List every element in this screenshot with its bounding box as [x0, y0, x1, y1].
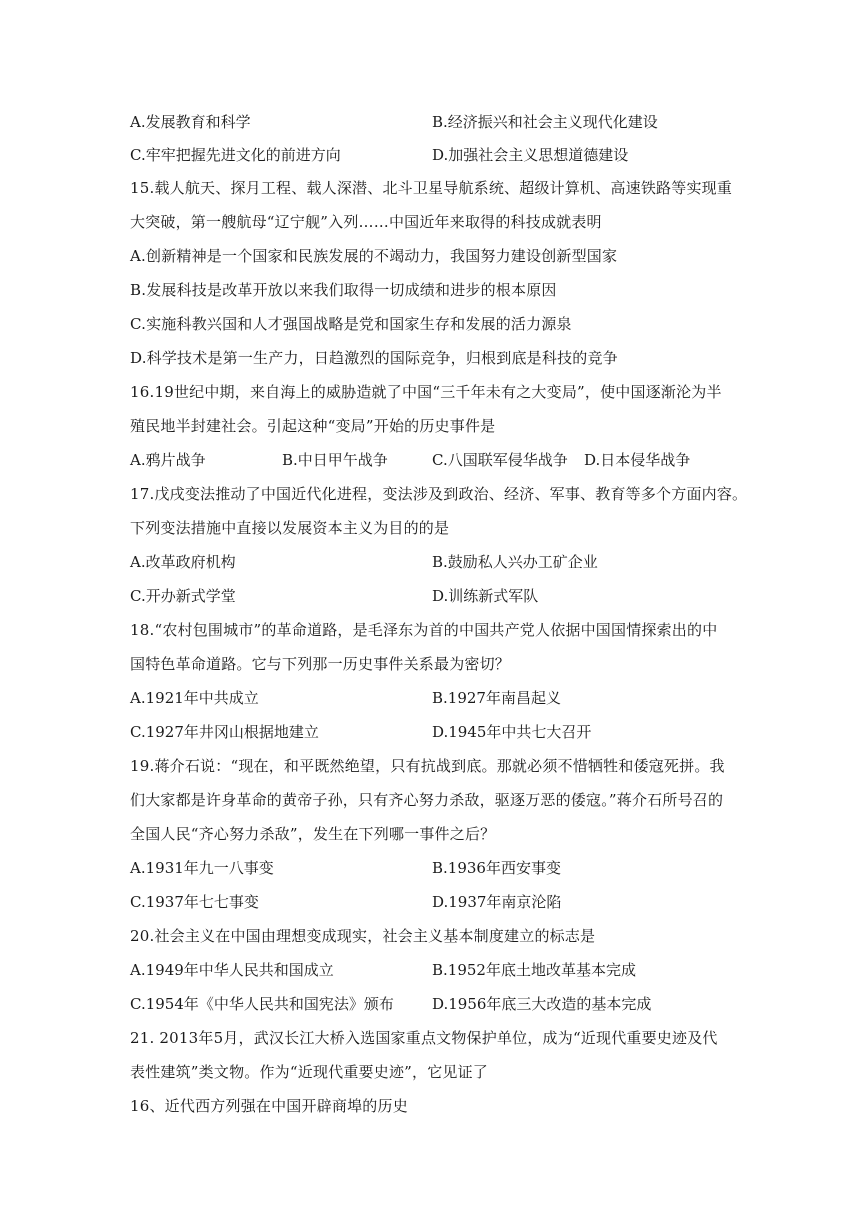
- q16-option-c: C.八国联军侵华战争: [432, 451, 568, 469]
- q16-stem-line-2: 殖民地半封建社会。引起这种“变局”开始的历史事件是: [130, 417, 496, 435]
- q19-option-a: A.1931年九一八事变: [130, 859, 274, 877]
- q15-option-c: C.实施科教兴国和人才强国战略是党和国家生存和发展的活力源泉: [130, 315, 572, 333]
- q15-option-b: B.发展科技是改革开放以来我们取得一切成绩和进步的根本原因: [130, 281, 557, 299]
- q18-stem-line-1: 18.“农村包围城市”的革命道路，是毛泽东为首的中国共产党人依据中国国情探索出的中: [130, 621, 718, 639]
- q17-stem-line-2: 下列变法措施中直接以发展资本主义为目的的是: [130, 519, 450, 537]
- q16-option-b: B.中日甲午战争: [282, 451, 388, 469]
- q14-option-d: D.加强社会主义思想道德建设: [432, 146, 629, 164]
- q21-option-1: 16、近代西方列强在中国开辟商埠的历史: [130, 1097, 408, 1115]
- q15-stem-line-2: 大突破，第一艘航母“辽宁舰”入列……中国近年来取得的科技成就表明: [130, 213, 602, 231]
- q20-option-b: B.1952年底土地改革基本完成: [432, 961, 636, 979]
- q18-option-c: C.1927年井冈山根据地建立: [130, 723, 319, 741]
- q14-option-a: A.发展教育和科学: [130, 113, 251, 131]
- q16-option-d: D.日本侵华战争: [584, 451, 691, 469]
- q19-option-d: D.1937年南京沦陷: [432, 893, 562, 911]
- q19-option-b: B.1936年西安事变: [432, 859, 561, 877]
- q19-option-c: C.1937年七七事变: [130, 893, 259, 911]
- q20-stem-line-1: 20.社会主义在中国由理想变成现实，社会主义基本制度建立的标志是: [130, 927, 596, 945]
- q19-stem-line-2: 们大家都是许身革命的黄帝子孙，只有齐心努力杀敌，驱逐万恶的倭寇。”蒋介石所号召的: [130, 791, 724, 809]
- q16-option-a: A.鸦片战争: [130, 451, 206, 469]
- q18-option-d: D.1945年中共七大召开: [432, 723, 592, 741]
- q14-option-b: B.经济振兴和社会主义现代化建设: [432, 113, 658, 131]
- q14-option-c: C.牢牢把握先进文化的前进方向: [130, 146, 341, 164]
- q18-option-b: B.1927年南昌起义: [432, 689, 561, 707]
- q17-option-b: B.鼓励私人兴办工矿企业: [432, 553, 598, 571]
- q21-stem-line-2: 表性建筑”类文物。作为“近现代重要史迹”，它见证了: [130, 1063, 489, 1081]
- q15-option-a: A.创新精神是一个国家和民族发展的不竭动力，我国努力建设创新型国家: [130, 247, 618, 265]
- q15-stem-line-1: 15.载人航天、探月工程、载人深潜、北斗卫星导航系统、超级计算机、高速铁路等实现重: [130, 179, 733, 197]
- q16-stem-line-1: 16.19世纪中期，来自海上的威胁造就了中国“三千年未有之大变局”，使中国逐渐沦为半: [130, 383, 722, 401]
- q21-stem-line-1: 21. 2013年5月，武汉长江大桥入选国家重点文物保护单位，成为“近现代重要史迹及代: [130, 1029, 718, 1047]
- q17-option-d: D.训练新式军队: [432, 587, 539, 605]
- q20-option-a: A.1949年中华人民共和国成立: [130, 961, 334, 979]
- q17-option-c: C.开办新式学堂: [130, 587, 236, 605]
- q17-stem-line-1: 17.戊戌变法推动了中国近代化进程，变法涉及到政治、经济、军事、教育等多个方面内容。: [130, 485, 748, 503]
- q18-option-a: A.1921年中共成立: [130, 689, 259, 707]
- q15-option-d: D.科学技术是第一生产力，日趋激烈的国际竞争，归根到底是科技的竞争: [130, 349, 618, 367]
- q20-option-c: C.1954年《中华人民共和国宪法》颁布: [130, 995, 394, 1013]
- q18-stem-line-2: 国特色革命道路。它与下列那一历史事件关系最为密切？: [130, 655, 511, 673]
- q17-option-a: A.改革政府机构: [130, 553, 236, 571]
- q19-stem-line-3: 全国人民“齐心努力杀敌”，发生在下列哪一事件之后？: [130, 825, 496, 843]
- q19-stem-line-1: 19.蒋介石说：“现在，和平既然绝望，只有抗战到底。那就必须不惜牺牲和倭寇死拼。我: [130, 757, 725, 775]
- q20-option-d: D.1956年底三大改造的基本完成: [432, 995, 652, 1013]
